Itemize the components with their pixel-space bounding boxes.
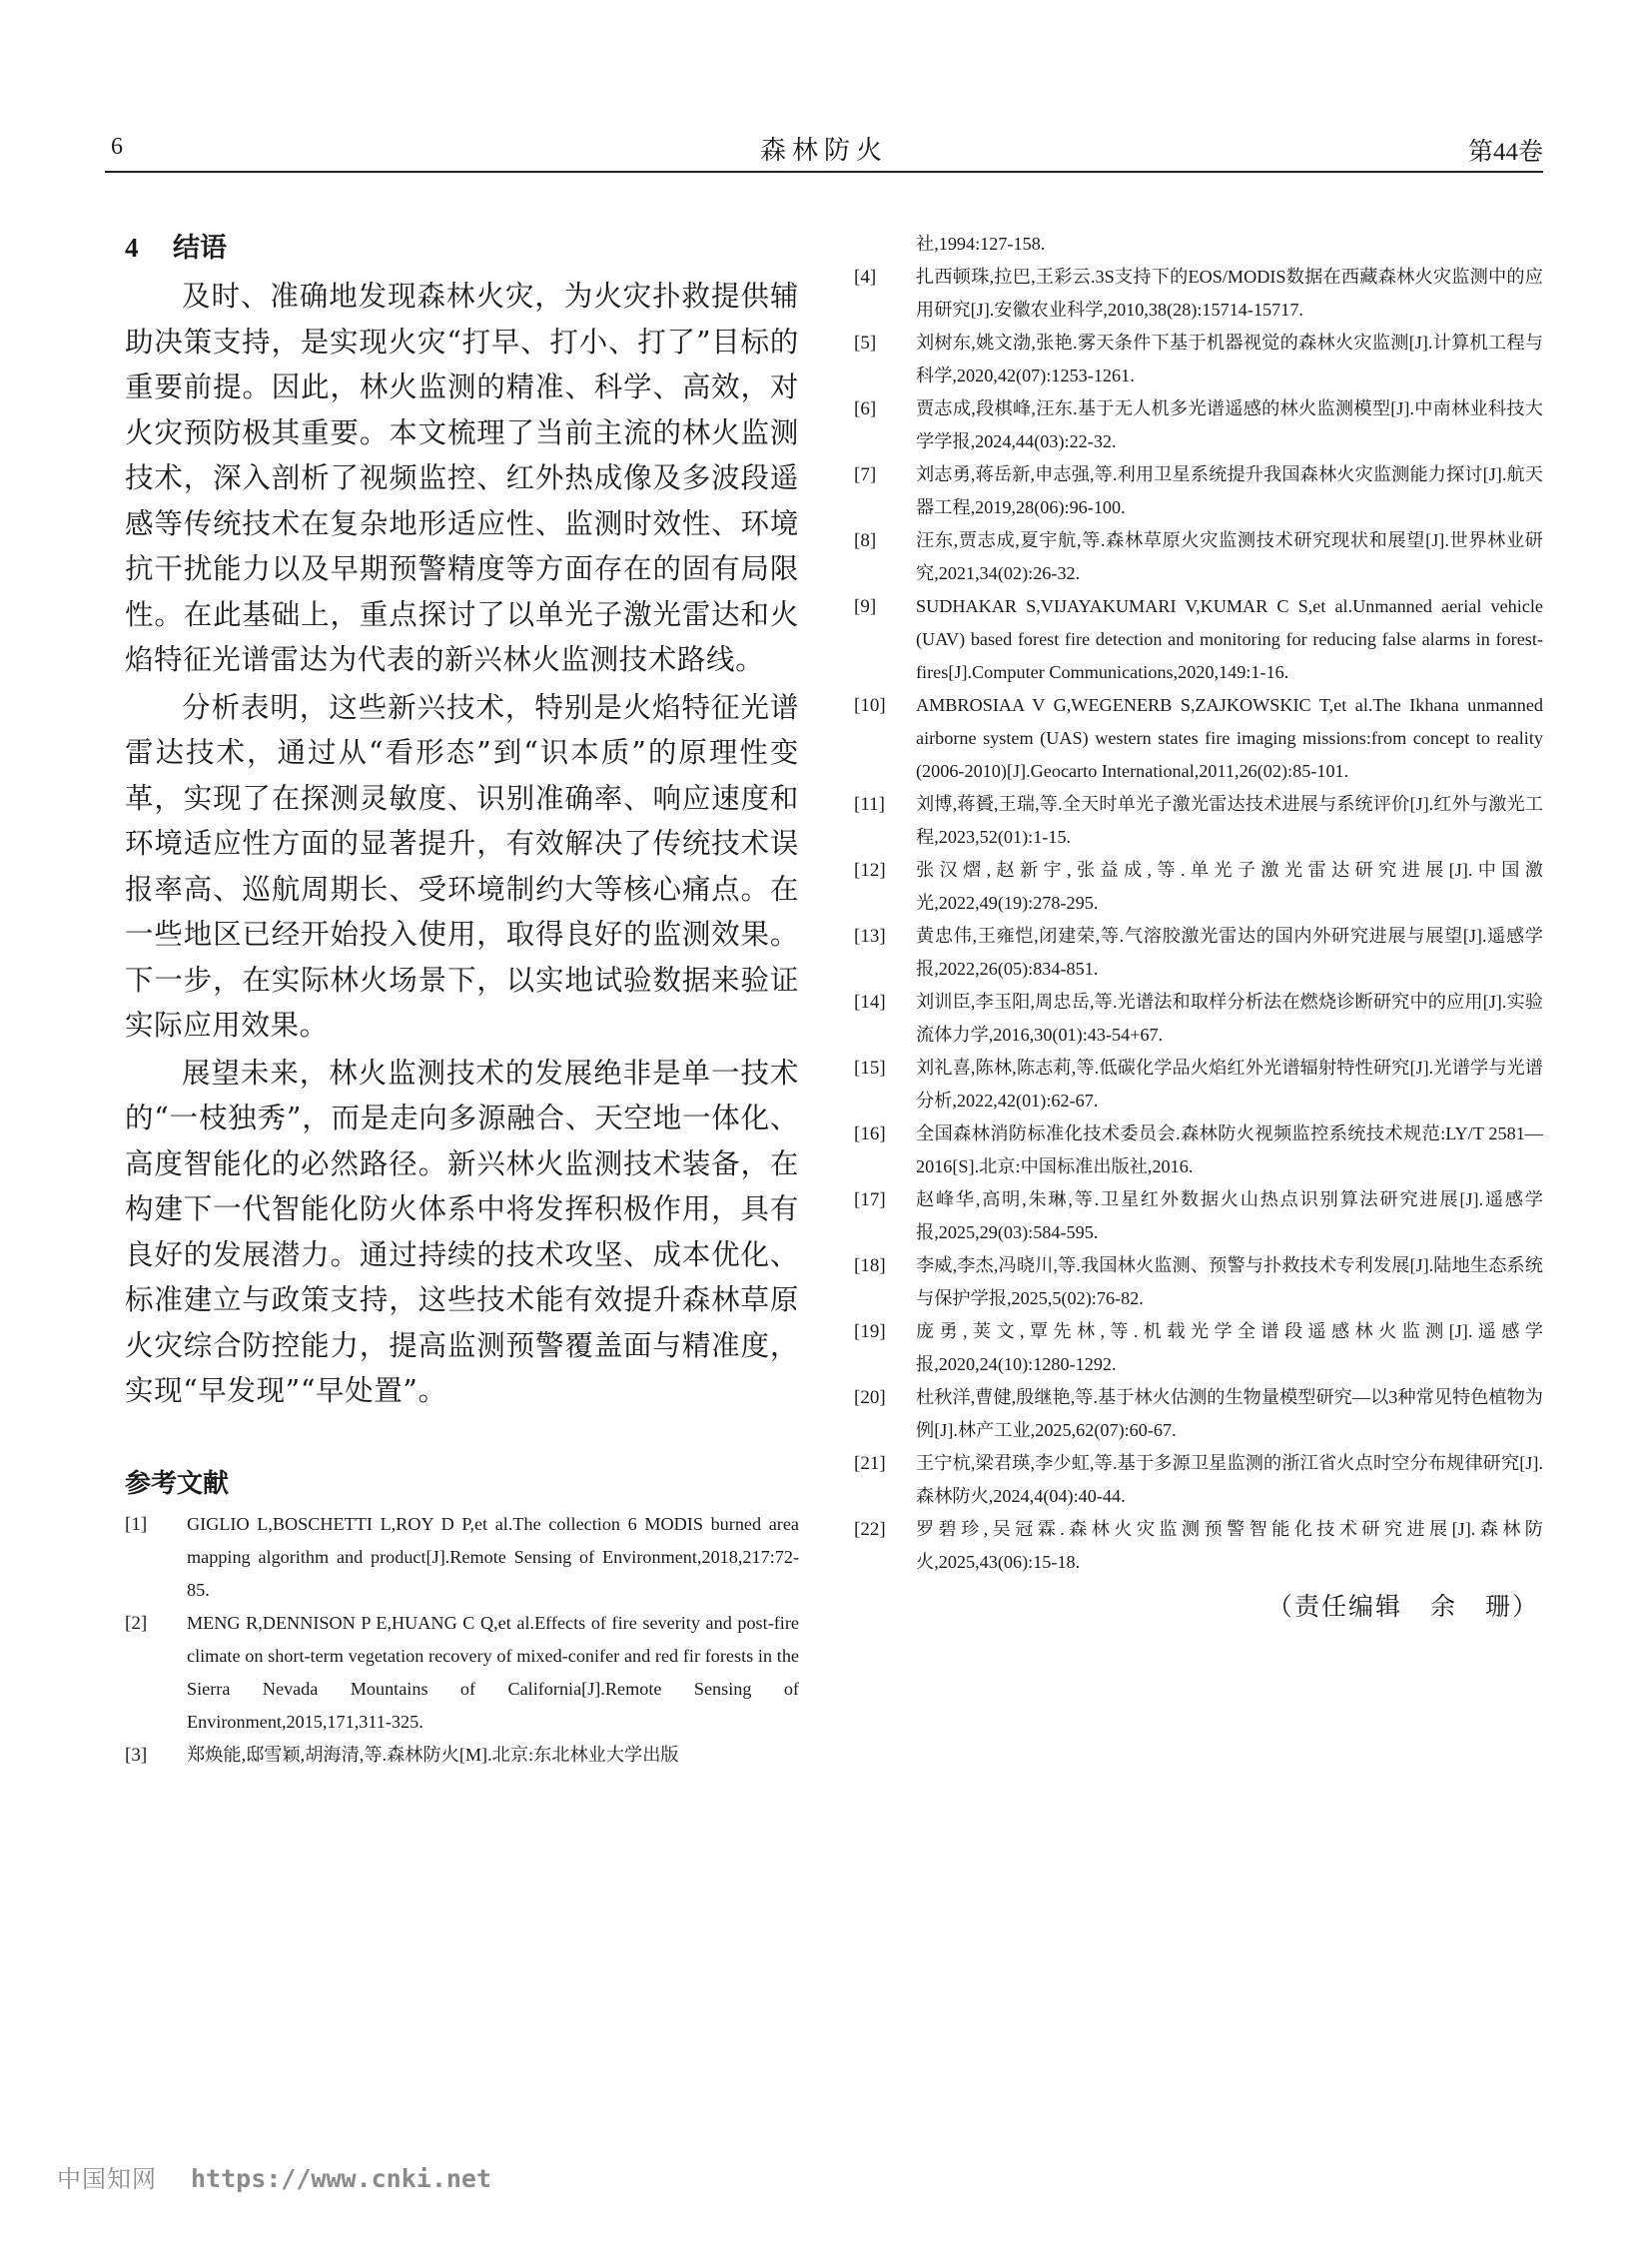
reference-list-right [854,261,1543,1579]
reference-index: [16] [854,1123,886,1144]
reference-item [854,1052,1543,1118]
reference-list-left [125,1508,799,1772]
reference-index: [6] [854,398,877,419]
reference-item [854,986,1543,1052]
reference-item [854,1513,1543,1579]
reference-text: 刘训臣,李玉阳,周忠岳,等.光谱法和取样分析法在燃烧诊断研究中的应用[J].实验流体力学,2016,30(01):43-54+67. [916,992,1543,1045]
reference-item [125,1739,799,1772]
paragraph: 分析表明，这些新兴技术，特别是火焰特征光谱雷达技术，通过从“看形态”到“识本质”的原理性变革，实现了在探测灵敏度、识别准确率、响应速度和环境适应性方面的显著提升，有效解决了传统技术误报率高、巡航周期长、受环境制约大等核心痛点。在一些地区已经开始投入使用，取得良好的监测效果。下一步，在实际林火场景下，以实地试验数据来验证实际应用效果。 [125,690,799,1042]
section-number: 4 [125,233,139,263]
right-column [854,228,1543,1627]
reference-text: 汪东,贾志成,夏宇航,等.森林草原火灾监测技术研究现状和展望[J].世界林业研究,2021,34(02):26-32. [916,530,1543,583]
reference-index: [14] [854,992,886,1013]
reference-text: 赵峰华,高明,朱琳,等.卫星红外数据火山热点识别算法研究进展[J].遥感学报,2025,29(03):584-595. [916,1189,1543,1242]
reference-text: 刘志勇,蒋岳新,申志强,等.利用卫星系统提升我国森林火灾监测能力探讨[J].航天器工程,2019,28(06):96-100. [916,464,1543,517]
reference-text: 贾志成,段棋峰,汪东.基于无人机多光谱遥感的林火监测模型[J].中南林业科技大学学报,2024,44(03):22-32. [916,398,1543,451]
reference-text: 杜秋洋,曹健,殷继艳,等.基于林火估测的生物量模型研究—以3种常见特色植物为例[J].林产工业,2025,62(07):60-67. [916,1387,1543,1440]
reference-item [854,1315,1543,1381]
editor-surname: 余 [1429,1592,1457,1621]
reference-text: 郑焕能,邸雪颖,胡海清,等.森林防火[M].北京:东北林业大学出版 [187,1744,679,1765]
reference-index: [21] [854,1453,886,1474]
reference-text: MENG R,DENNISON P E,HUANG C Q,et al.Effects of fire severity and post-fire climate on short-term vegetation recovery of mixed-conifer and red fir forests in the Sierra Nevada Mountains of California[J].Remote Sensing of Environment,2015,171,311-325. [187,1612,799,1732]
reference-index: [17] [854,1189,886,1210]
reference-text: 刘礼喜,陈林,陈志莉,等.低碳化学品火焰红外光谱辐射特性研究[J].光谱学与光谱分析,2022,42(01):62-67. [916,1058,1543,1111]
reference-index: [19] [854,1321,886,1342]
reference-text: 罗碧珍,吴冠霖.森林火灾监测预警智能化技术研究进展[J].森林防火,2025,43(06):15-18. [916,1519,1543,1572]
reference-index: [18] [854,1255,886,1276]
watermark-url[interactable]: https://www.cnki.net [191,2164,492,2193]
reference-text: 扎西顿珠,拉巴,王彩云.3S支持下的EOS/MODIS数据在西藏森林火灾监测中的应用研究[J].安徽农业科学,2010,38(28):15714-15717. [916,267,1543,320]
reference-index: [10] [854,695,886,716]
reference-item [125,1508,799,1607]
reference-item [854,1183,1543,1249]
section-title: 结语 [173,233,227,264]
reference-item [854,392,1543,458]
reference-text: 李威,李杰,冯晓川,等.我国林火监测、预警与扑救技术专利发展[J].陆地生态系统与保护学报,2025,5(02):76-82. [916,1255,1543,1308]
reference-index: [5] [854,333,877,354]
reference-text: 王宁杭,梁君瑛,李少虹,等.基于多源卫星监测的浙江省火点时空分布规律研究[J].森林防火,2024,4(04):40-44. [916,1453,1543,1506]
running-header [105,128,1543,172]
reference-item [854,590,1543,689]
reference-item [854,854,1543,920]
section-heading [125,228,799,268]
reference-item [854,1249,1543,1315]
reference-item [854,458,1543,524]
editor-label: 责任编辑 [1293,1592,1402,1621]
reference-item [854,261,1543,327]
responsible-editor [854,1587,1543,1627]
reference-index: [12] [854,860,886,881]
reference-item [854,689,1543,788]
reference-text: AMBROSIAA V G,WEGENERB S,ZAJKOWSKIC T,et al.The Ikhana unmanned airborne system (UAS) western states fire imaging missions:from concept to reality (2006-2010)[J].Geocarto International,2011,26(02):85-101. [916,695,1543,781]
reference-item [854,327,1543,392]
cnki-watermark [57,2159,491,2194]
reference-index: [22] [854,1519,886,1540]
reference-text: 全国森林消防标准化技术委员会.森林防火视频监控系统技术规范:LY/T 2581—2016[S].北京:中国标准出版社,2016. [916,1123,1543,1176]
reference-continuation: 社,1994:127-158. [916,234,1046,254]
reference-index: [2] [125,1612,148,1634]
reference-index: [3] [125,1744,148,1766]
volume-label: 第44卷 [1467,139,1543,166]
left-column [125,228,799,1772]
paragraph: 及时、准确地发现森林火灾，为火灾扑救提供辅助决策支持，是实现火灾“打早、打小、打了”目标的重要前提。因此，林火监测的精准、科学、高效，对火灾预防极其重要。本文梳理了当前主流的林火监测技术，深入剖析了视频监控、红外热成像及多波段遥感等传统技术在复杂地形适应性、监测时效性、环境抗干扰能力以及早期预警精度等方面存在的固有局限性。在此基础上，重点探讨了以单光子激光雷达和火焰特征光谱雷达为代表的新兴林火监测技术路线。 [125,280,799,676]
reference-item [854,1381,1543,1447]
reference-text: 黄忠伟,王雍恺,闭建荣,等.气溶胶激光雷达的国内外研究进展与展望[J].遥感学报,2022,26(05):834-851. [916,926,1543,979]
reference-index: [11] [854,794,885,815]
reference-index: [7] [854,464,877,485]
reference-index: [4] [854,267,877,288]
editor-open-paren: （ [1266,1592,1294,1621]
reference-index: [9] [854,596,877,617]
header-rule [105,171,1543,173]
reference-index: [20] [854,1387,886,1408]
journal-title: 森林防火 [759,136,888,166]
reference-text: 庞勇,荚文,覃先林,等.机载光学全谱段遥感林火监测[J].遥感学报,2020,24(10):1280-1292. [916,1321,1543,1374]
page-number: 6 [111,134,123,160]
references-heading: 参考文献 [125,1468,230,1499]
reference-text: 刘博,蒋贇,王瑞,等.全天时单光子激光雷达技术进展与系统评价[J].红外与激光工程,2023,52(01):1-15. [916,794,1543,847]
reference-item [854,1118,1543,1183]
reference-item [854,788,1543,854]
editor-close-paren: ） [1511,1592,1539,1621]
reference-index: [8] [854,530,877,551]
paragraph: 展望未来，林火监测技术的发展绝非是单一技术的“一枝独秀”，而是走向多源融合、天空地一体化、高度智能化的必然路径。新兴林火监测技术装备，在构建下一代智能化防火体系中将发挥积极作用，具有良好的发展潜力。通过持续的技术攻坚、成本优化、标准建立与政策支持，这些技术能有效提升森林草原火灾综合防控能力，提高监测预警覆盖面与精准度，实现“早发现”“早处置”。 [125,1056,799,1407]
reference-item [125,1607,799,1739]
reference-item [854,524,1543,590]
reference-text: SUDHAKAR S,VIJAYAKUMARI V,KUMAR C S,et al.Unmanned aerial vehicle (UAV) based forest fire detection and monitoring for reducing false alarms in forest-fires[J].Computer Communications,2020,149:1-16. [916,596,1543,682]
reference-text: GIGLIO L,BOSCHETTI L,ROY D P,et al.The collection 6 MODIS burned area mapping algorithm and product[J].Remote Sensing of Environment,2018,217:72-85. [187,1513,799,1600]
reference-index: [15] [854,1058,886,1079]
reference-item [854,920,1543,986]
reference-index: [1] [125,1513,148,1535]
reference-item [854,1447,1543,1513]
watermark-site-name: 中国知网 [57,2165,157,2193]
editor-given-name: 珊 [1484,1592,1512,1621]
reference-text: 张汉熠,赵新宇,张益成,等.单光子激光雷达研究进展[J].中国激光,2022,49(19):278-295. [916,860,1543,913]
reference-text: 刘树东,姚文渤,张艳.雾天条件下基于机器视觉的森林火灾监测[J].计算机工程与科学,2020,42(07):1253-1261. [916,333,1543,385]
reference-index: [13] [854,926,886,947]
